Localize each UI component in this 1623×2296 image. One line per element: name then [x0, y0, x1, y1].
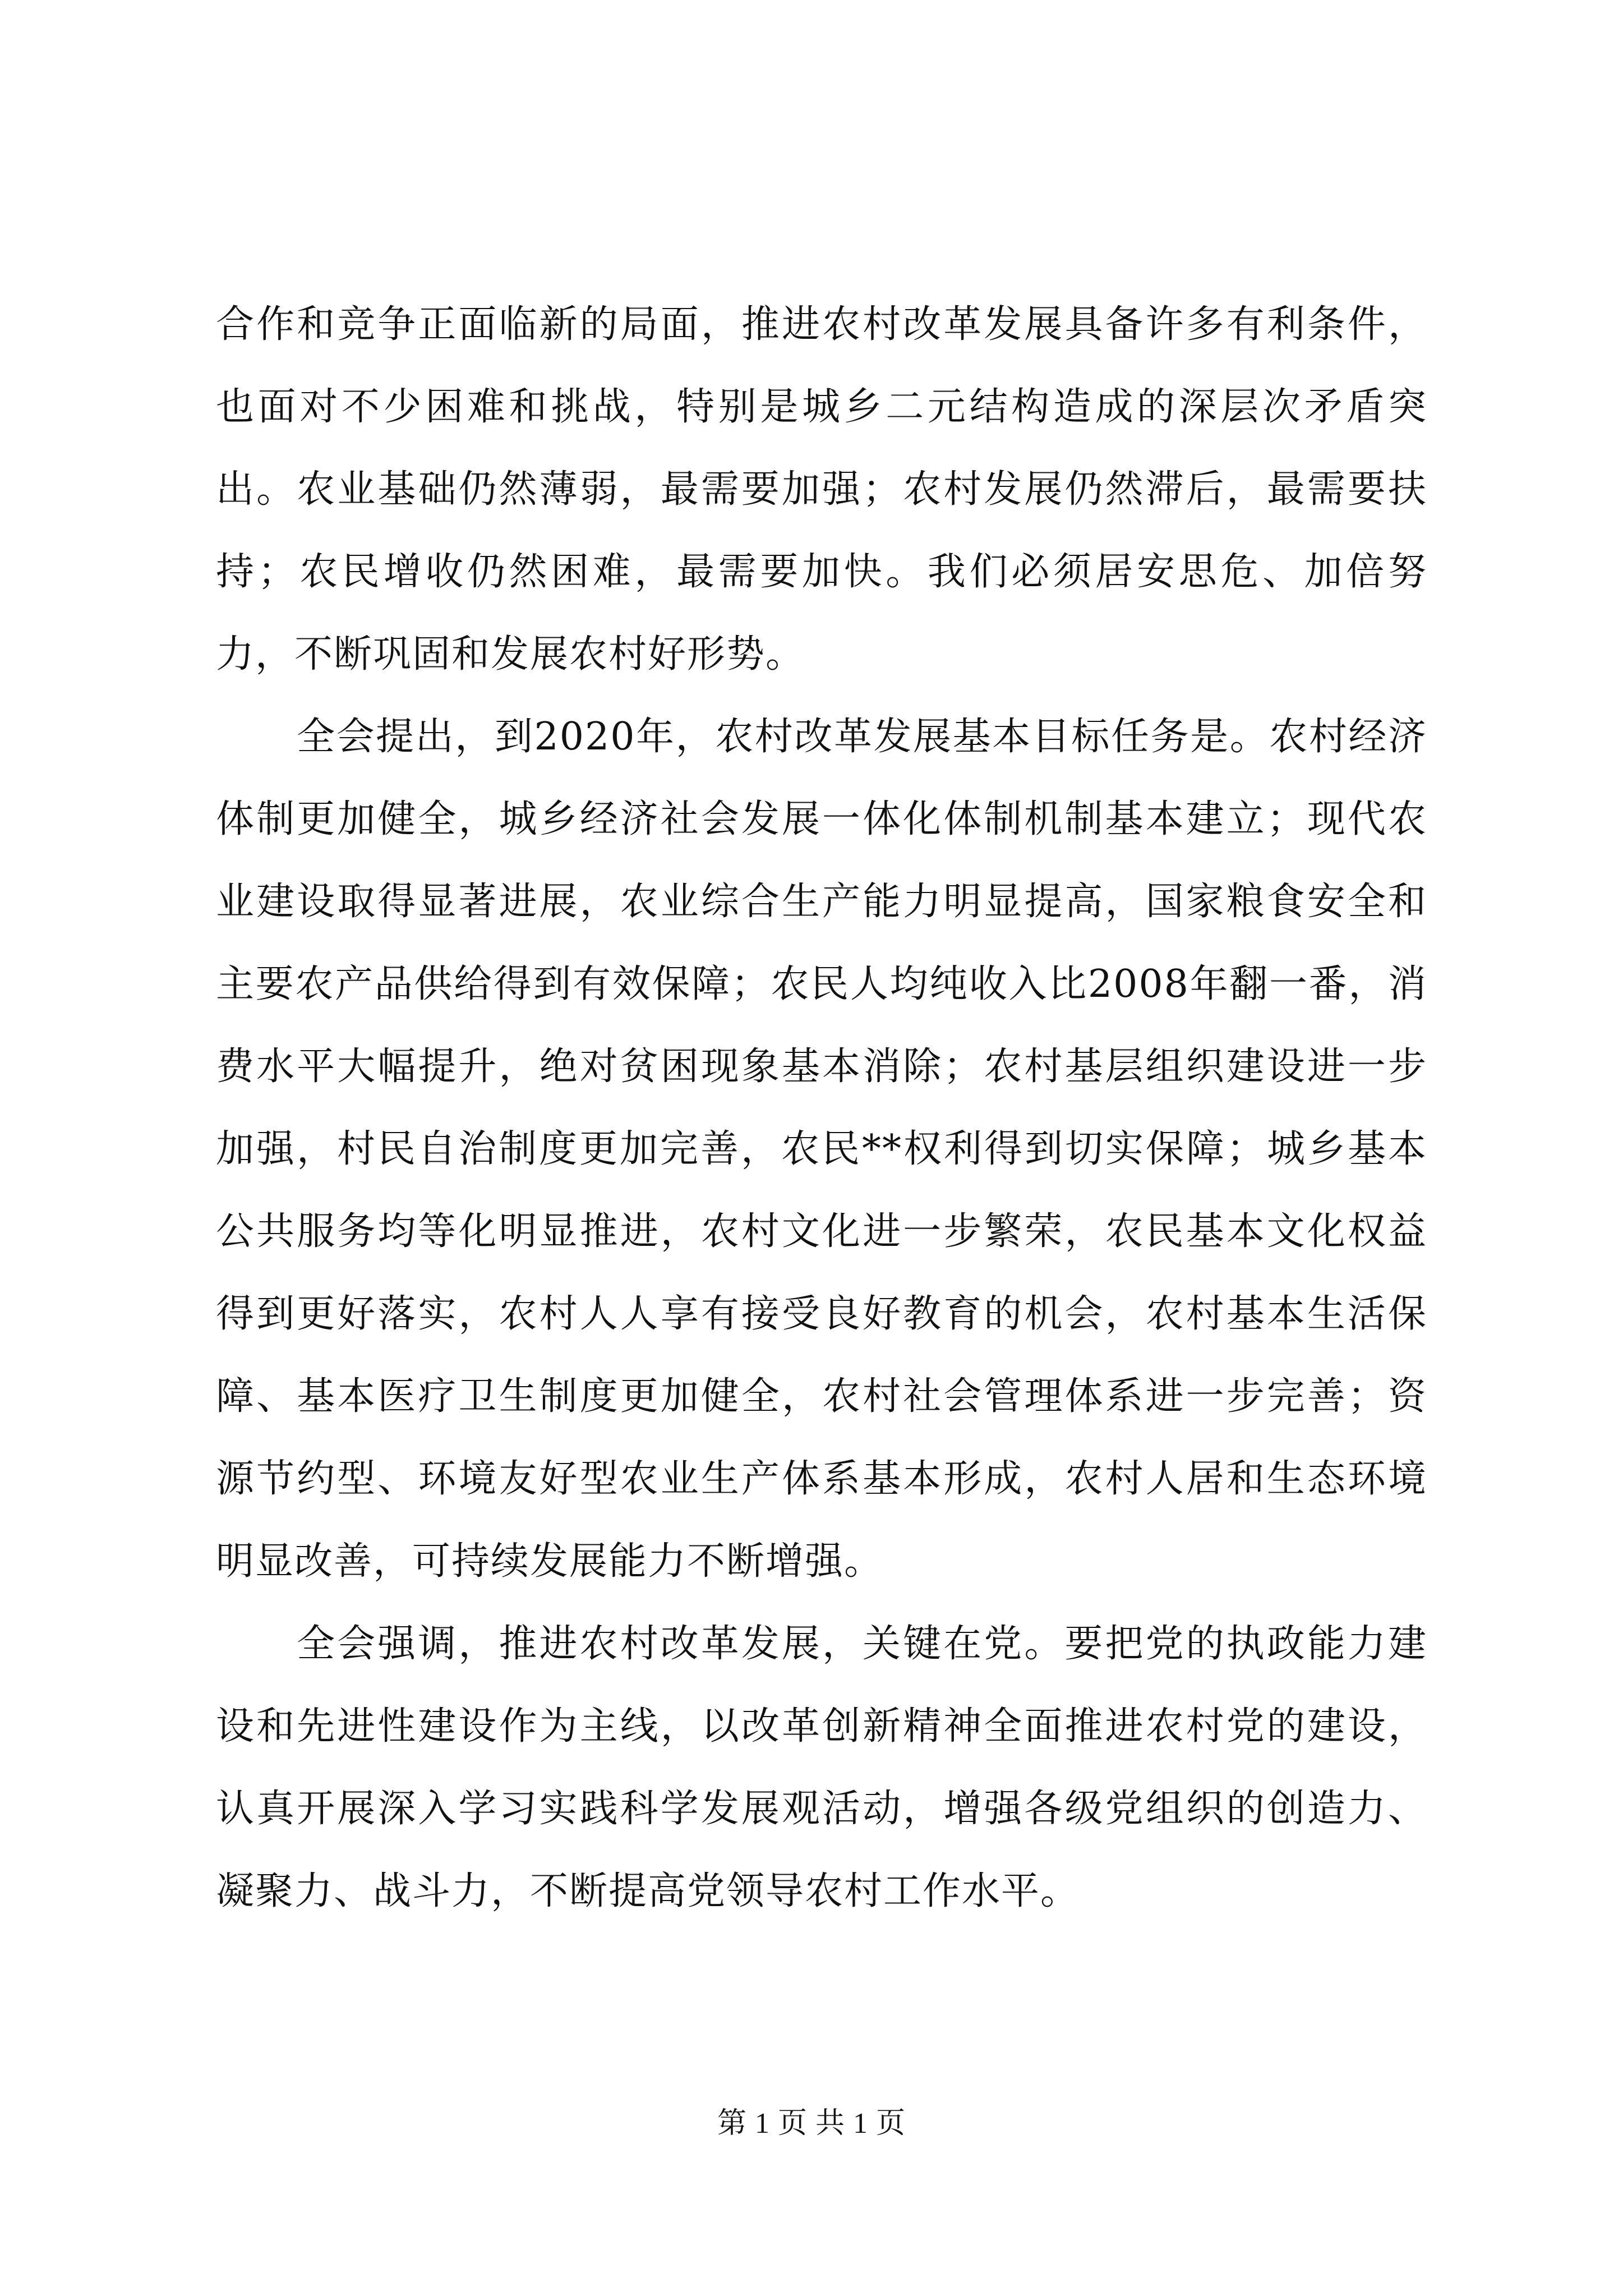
paragraph-3: 全会强调，推进农村改革发展，关键在党。要把党的执政能力建设和先进性建设作为主线，以改革创新精神全面推进农村党的建设，认真开展深入学习实践科学发展观活动，增强各级党组织的创造力、凝聚力、战斗力，不断提高党领导农村工作水平。	[216, 1622, 1427, 1913]
page-footer: 第 1 页 共 1 页	[717, 2108, 906, 2139]
paragraph-1: 合作和竞争正面临新的局面，推进农村改革发展具备许多有利条件，也面对不少困难和挑战，特别是城乡二元结构造成的深层次矛盾突出。农业基础仍然薄弱，最需要加强；农村发展仍然滞后，最需要扶持；农民增收仍然困难，最需要加快。我们必须居安思危、加倍努力，不断巩固和发展农村好形势。	[216, 302, 1427, 677]
document-body	[216, 283, 1427, 1932]
paragraph-2: 全会提出，到2020年，农村改革发展基本目标任务是。农村经济体制更加健全，城乡经济社会发展一体化体制机制基本建立；现代农业建设取得显著进展，农业综合生产能力明显提高，国家粮食安全和主要农产品供给得到有效保障；农民人均纯收入比2008年翻一番，消费水平大幅提升，绝对贫困现象基本消除；农村基层组织建设进一步加强，村民自治制度更加完善，农民**权利得到切实保障；城乡基本公共服务均等化明显推进，农村文化进一步繁荣，农民基本文化权益得到更好落实，农村人人享有接受良好教育的机会，农村基本生活保障、基本医疗卫生制度更加健全，农村社会管理体系进一步完善；资源节约型、环境友好型农业生产体系基本形成，农村人居和生态环境明显改善，可持续发展能力不断增强。	[216, 715, 1427, 1584]
